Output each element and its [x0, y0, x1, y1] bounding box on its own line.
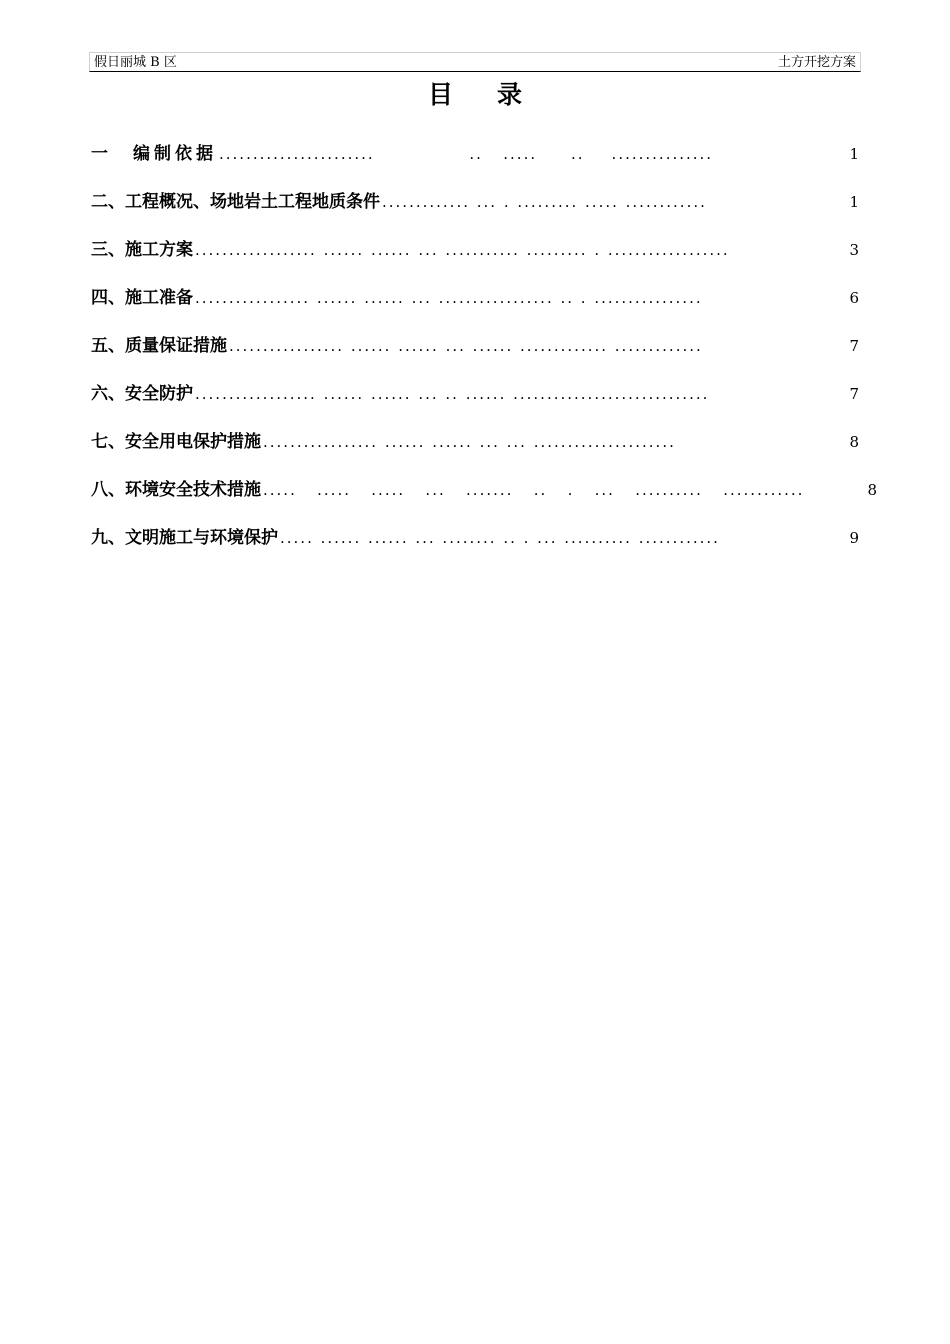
toc-entry-9[interactable] — [91, 524, 859, 572]
toc-entry-leader: ................. ...... ...... ... ... ..................... — [263, 433, 676, 451]
toc-entry-page: 3 — [849, 241, 859, 259]
toc-entry-page: 7 — [849, 385, 859, 403]
toc-entry-page: 1 — [849, 193, 859, 211]
page-title: 目录 — [427, 80, 566, 109]
toc-entry-5[interactable] — [91, 332, 859, 380]
toc-entry-page: 7 — [849, 337, 859, 355]
header-project-name: 假日丽城 B 区 — [94, 55, 177, 70]
toc-entry-label: 一 编制依据 — [91, 144, 217, 164]
toc-entry-leader: ................. ...... ...... ... ...... ............. ............. — [229, 337, 703, 355]
toc-entry-page: 1 — [849, 145, 859, 163]
toc-entry-1[interactable] — [91, 140, 859, 188]
toc-entry-leader: ..... ...... ...... ... ........ .. . ... .......... ............ — [280, 529, 720, 547]
toc-entry-page: 9 — [849, 529, 859, 547]
table-of-contents — [91, 140, 877, 572]
toc-entry-3[interactable] — [91, 236, 859, 284]
toc-entry-leader: .................. ...... ...... ... .. ...... ............................. — [195, 385, 710, 403]
toc-entry-8[interactable] — [91, 476, 877, 524]
toc-entry-leader: ....................... .. ..... .. ............... — [219, 145, 714, 163]
toc-entry-page: 8 — [867, 481, 877, 499]
page-header — [89, 52, 861, 72]
toc-entry-label: 六、安全防护 — [91, 384, 193, 404]
toc-entry-leader: ................. ...... ...... ... ................. .. . ................ — [195, 289, 703, 307]
toc-entry-7[interactable] — [91, 428, 859, 476]
toc-entry-page: 6 — [849, 289, 859, 307]
toc-entry-leader: .................. ...... ...... ... ........... ......... . .................. — [195, 241, 730, 259]
toc-entry-label: 四、施工准备 — [91, 288, 193, 308]
toc-entry-label: 三、施工方案 — [91, 240, 193, 260]
toc-entry-4[interactable] — [91, 284, 859, 332]
toc-entry-label: 七、安全用电保护措施 — [91, 432, 261, 452]
toc-entry-page: 8 — [849, 433, 859, 451]
toc-entry-label: 五、质量保证措施 — [91, 336, 227, 356]
toc-entry-label: 二、工程概况、场地岩土工程地质条件 — [91, 192, 380, 212]
toc-entry-leader: ..... ..... ..... ... ....... .. . ... .......... ............ — [263, 481, 805, 499]
toc-entry-label: 九、文明施工与环境保护 — [91, 528, 278, 548]
toc-entry-2[interactable] — [91, 188, 859, 236]
header-document-name: 土方开挖方案 — [777, 55, 856, 70]
toc-entry-leader: ............. ... . ......... ..... ............ — [382, 193, 707, 211]
toc-entry-6[interactable] — [91, 380, 859, 428]
toc-entry-label: 八、环境安全技术措施 — [91, 480, 261, 500]
